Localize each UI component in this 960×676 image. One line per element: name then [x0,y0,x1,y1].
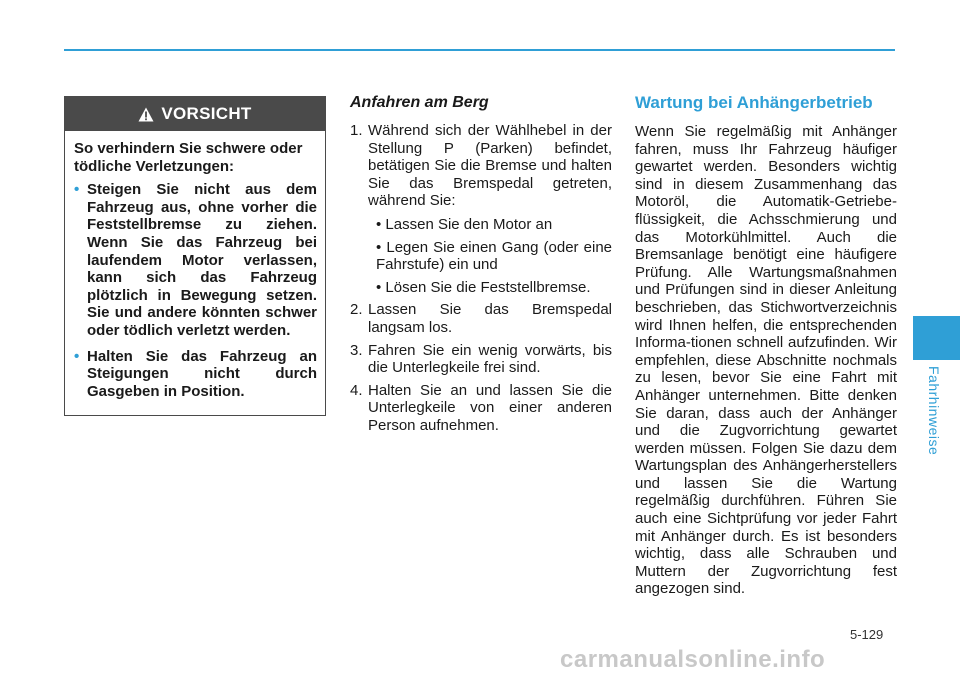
step-text: Halten Sie an und lassen Sie die Unterlegkeile von einer anderen Person aufnehmen. [368,381,612,434]
maintenance-text: Wenn Sie regelmäßig mit Anhänger fahren, muss Ihr Fahrzeug häufiger gewartet werden. Besonders wichtig sind in diesem Zusammenhang das Motoröl, die Automatik-Getriebe-flüssigkeit, die Achsschmierung und das Motorkühlmittel. Auch die Bremsanlage benötigt eine häufigere Prüfung. Alle Wartungsmaßnahmen und Prüfungen sind in dieser Anleitung beschrieben, das Stichwortverzeichnis wird Ihnen helfen, die entsprechenden Informa-tionen schnell aufzufinden. Wir empfehlen, diese Abschnitte nochmals zu lesen, bevor Sie eine Fahrt mit Anhänger unternehmen. Bitte denken Sie daran, dass auch der Anhänger und die Zugvorrichtung gewartet werden müssen. Folgen Sie dazu dem Wartungsplan des Anhängerherstellers und lassen Sie die Wartung regelmäßig durchführen. Führen Sie auch eine Sichtprüfung vor jeder Fahrt mit Anhänger durch. Es ist besonders wichtig, dass alle Schrauben und Muttern der Zugvorrichtung fest angezogen sind. [635,123,897,598]
caution-item-text: Steigen Sie nicht aus dem Fahrzeug aus, ohne vorher die Feststellbremse zu ziehen. Wenn Sie das Fahrzeug bei laufendem Motor verlassen, kann sich das Fahrzeug plötzlich in Bewegung setzen. Sie und andere könnten schwer oder tödlich verletzt werden. [87,181,317,339]
caution-list [74,181,317,400]
caution-item-text: Halten Sie das Fahrzeug an Steigungen nicht durch Gasgeben in Position. [87,347,317,400]
sub-item: • Lösen Sie die Feststellbremse. [376,278,591,296]
bullet-icon: • [74,347,80,365]
step-item [350,301,612,336]
hill-start-section [350,93,612,440]
page-number: 5-129 [850,627,884,642]
maintenance-section [635,92,897,598]
step-text: Während sich der Wählhebel in der Stellung P (Parken) befindet, betätigen Sie die Bremse und halten Sie das Bremspedal getreten, während Sie: [368,122,612,210]
warning-triangle-icon [138,107,154,122]
bullet-icon: • [74,181,80,199]
step-text: Fahren Sie ein wenig vorwärts, bis die Unterlegkeile frei sind. [368,341,612,377]
step-item [350,382,612,435]
step-number: 3. [350,341,363,359]
top-rule [64,49,895,51]
step-number: 2. [350,301,363,319]
chapter-tab-label: Fahrhinweise [926,366,942,456]
caution-title: VORSICHT [161,104,252,123]
chapter-tab [913,316,960,360]
caution-box [64,96,326,416]
sub-item: • Lassen Sie den Motor an [376,215,553,233]
step-number: 1. [350,122,363,139]
step-item [350,342,612,377]
caution-intro: So verhindern Sie schwere oder tödliche Verletzungen: [74,140,303,175]
watermark: carmanualsonline.info [560,646,826,673]
hill-start-heading: Anfahren am Berg [350,94,489,111]
step-item [350,122,612,296]
step-text: Lassen Sie das Bremspedal langsam los. [368,301,612,336]
caution-item [74,348,317,401]
caution-body [65,131,325,400]
sub-item: • Legen Sie einen Gang (oder eine Fahrstufe) ein und [376,238,612,274]
maintenance-heading: Wartung bei Anhängerbetrieb [635,93,873,112]
step-number: 4. [350,381,363,399]
hill-start-steps [350,122,612,435]
step-subitems [376,216,612,296]
caution-header [65,97,325,131]
caution-item [74,181,317,339]
